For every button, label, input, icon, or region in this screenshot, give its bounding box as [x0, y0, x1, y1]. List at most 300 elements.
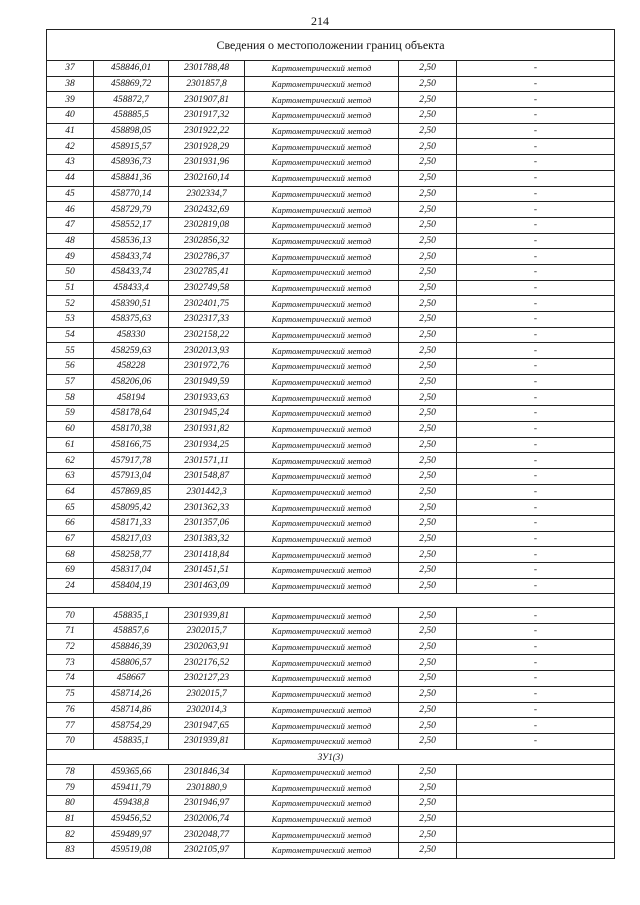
method-cell: Картометрический метод — [245, 312, 399, 328]
x-coordinate-cell: 458228 — [94, 359, 169, 375]
table-row — [47, 500, 615, 516]
accuracy-cell: 2,50 — [399, 186, 457, 202]
method-cell: Картометрический метод — [245, 217, 399, 233]
point-number-cell: 74 — [47, 671, 94, 687]
table-row — [47, 123, 615, 139]
table-row — [47, 390, 615, 406]
method-cell: Картометрический метод — [245, 563, 399, 579]
point-number-cell: 42 — [47, 139, 94, 155]
section-label-row — [47, 749, 615, 764]
note-cell: - — [457, 280, 615, 296]
x-coordinate-cell: 458846,39 — [94, 639, 169, 655]
point-number-cell: 44 — [47, 170, 94, 186]
note-cell: - — [457, 421, 615, 437]
table-row — [47, 61, 615, 77]
table-header-row — [47, 30, 615, 61]
point-number-cell: 73 — [47, 655, 94, 671]
accuracy-cell: 2,50 — [399, 843, 457, 859]
table-row — [47, 76, 615, 92]
accuracy-cell: 2,50 — [399, 76, 457, 92]
note-cell: - — [457, 170, 615, 186]
point-number-cell: 76 — [47, 702, 94, 718]
y-coordinate-cell: 2302160,14 — [169, 170, 245, 186]
y-coordinate-cell: 2301928,29 — [169, 139, 245, 155]
x-coordinate-cell: 458166,75 — [94, 437, 169, 453]
method-cell: Картометрический метод — [245, 280, 399, 296]
point-number-cell: 83 — [47, 843, 94, 859]
table-row — [47, 733, 615, 749]
x-coordinate-cell: 458835,1 — [94, 733, 169, 749]
table-row — [47, 671, 615, 687]
method-cell: Картометрический метод — [245, 437, 399, 453]
y-coordinate-cell: 2302127,23 — [169, 671, 245, 687]
x-coordinate-cell: 457913,04 — [94, 468, 169, 484]
point-number-cell: 60 — [47, 421, 94, 437]
y-coordinate-cell: 2302749,58 — [169, 280, 245, 296]
x-coordinate-cell: 458536,13 — [94, 233, 169, 249]
x-coordinate-cell: 459489,97 — [94, 827, 169, 843]
y-coordinate-cell: 2301880,9 — [169, 780, 245, 796]
method-cell: Картометрический метод — [245, 811, 399, 827]
y-coordinate-cell: 2302786,37 — [169, 249, 245, 265]
note-cell: - — [457, 515, 615, 531]
note-cell: - — [457, 76, 615, 92]
method-cell: Картометрический метод — [245, 515, 399, 531]
point-number-cell: 56 — [47, 359, 94, 375]
x-coordinate-cell: 458885,5 — [94, 108, 169, 124]
method-cell: Картометрический метод — [245, 202, 399, 218]
x-coordinate-cell: 458433,74 — [94, 264, 169, 280]
note-cell: - — [457, 296, 615, 312]
point-number-cell: 67 — [47, 531, 94, 547]
accuracy-cell: 2,50 — [399, 264, 457, 280]
point-number-cell: 65 — [47, 500, 94, 516]
x-coordinate-cell: 458390,51 — [94, 296, 169, 312]
y-coordinate-cell: 2301362,33 — [169, 500, 245, 516]
accuracy-cell: 2,50 — [399, 702, 457, 718]
accuracy-cell: 2,50 — [399, 312, 457, 328]
y-coordinate-cell: 2302013,93 — [169, 343, 245, 359]
x-coordinate-cell: 458217,03 — [94, 531, 169, 547]
accuracy-cell: 2,50 — [399, 359, 457, 375]
point-number-cell: 47 — [47, 217, 94, 233]
method-cell: Картометрический метод — [245, 327, 399, 343]
x-coordinate-cell: 458806,57 — [94, 655, 169, 671]
table-row — [47, 312, 615, 328]
y-coordinate-cell: 2301931,82 — [169, 421, 245, 437]
y-coordinate-cell: 2301946,97 — [169, 795, 245, 811]
accuracy-cell: 2,50 — [399, 437, 457, 453]
accuracy-cell: 2,50 — [399, 249, 457, 265]
accuracy-cell: 2,50 — [399, 484, 457, 500]
x-coordinate-cell: 459438,8 — [94, 795, 169, 811]
note-cell: - — [457, 108, 615, 124]
x-coordinate-cell: 458194 — [94, 390, 169, 406]
point-number-cell: 55 — [47, 343, 94, 359]
y-coordinate-cell: 2302105,97 — [169, 843, 245, 859]
note-cell — [457, 843, 615, 859]
point-number-cell: 70 — [47, 608, 94, 624]
point-number-cell: 75 — [47, 686, 94, 702]
x-coordinate-cell: 458754,29 — [94, 718, 169, 734]
note-cell: - — [457, 139, 615, 155]
y-coordinate-cell: 2301451,51 — [169, 563, 245, 579]
accuracy-cell: 2,50 — [399, 827, 457, 843]
accuracy-cell: 2,50 — [399, 421, 457, 437]
method-cell: Картометрический метод — [245, 686, 399, 702]
accuracy-cell: 2,50 — [399, 811, 457, 827]
x-coordinate-cell: 458317,04 — [94, 563, 169, 579]
method-cell: Картометрический метод — [245, 827, 399, 843]
x-coordinate-cell: 458552,17 — [94, 217, 169, 233]
y-coordinate-cell: 2302006,74 — [169, 811, 245, 827]
table-row — [47, 453, 615, 469]
note-cell: - — [457, 500, 615, 516]
y-coordinate-cell: 2301463,09 — [169, 578, 245, 594]
y-coordinate-cell: 2302432,69 — [169, 202, 245, 218]
x-coordinate-cell: 458178,64 — [94, 406, 169, 422]
table-row — [47, 249, 615, 265]
y-coordinate-cell: 2301945,24 — [169, 406, 245, 422]
table-row — [47, 484, 615, 500]
y-coordinate-cell: 2301788,48 — [169, 61, 245, 77]
note-cell: - — [457, 406, 615, 422]
y-coordinate-cell: 2302158,22 — [169, 327, 245, 343]
point-number-cell: 69 — [47, 563, 94, 579]
table-row — [47, 515, 615, 531]
y-coordinate-cell: 2302819,08 — [169, 217, 245, 233]
point-number-cell: 53 — [47, 312, 94, 328]
point-number-cell: 48 — [47, 233, 94, 249]
note-cell: - — [457, 702, 615, 718]
point-number-cell: 78 — [47, 764, 94, 780]
y-coordinate-cell: 2301383,32 — [169, 531, 245, 547]
section-label: ЗУ1(3) — [47, 749, 615, 764]
table-row — [47, 170, 615, 186]
y-coordinate-cell: 2302176,52 — [169, 655, 245, 671]
note-cell: - — [457, 202, 615, 218]
x-coordinate-cell: 458915,57 — [94, 139, 169, 155]
table-row — [47, 624, 615, 640]
note-cell: - — [457, 233, 615, 249]
x-coordinate-cell: 458433,4 — [94, 280, 169, 296]
table-row — [47, 280, 615, 296]
y-coordinate-cell: 2301357,06 — [169, 515, 245, 531]
y-coordinate-cell: 2301857,8 — [169, 76, 245, 92]
accuracy-cell: 2,50 — [399, 327, 457, 343]
x-coordinate-cell: 457917,78 — [94, 453, 169, 469]
point-number-cell: 62 — [47, 453, 94, 469]
point-number-cell: 80 — [47, 795, 94, 811]
note-cell: - — [457, 390, 615, 406]
method-cell: Картометрический метод — [245, 186, 399, 202]
method-cell: Картометрический метод — [245, 780, 399, 796]
table-row — [47, 108, 615, 124]
method-cell: Картометрический метод — [245, 733, 399, 749]
point-number-cell: 71 — [47, 624, 94, 640]
table-row — [47, 202, 615, 218]
accuracy-cell: 2,50 — [399, 217, 457, 233]
table-row — [47, 780, 615, 796]
accuracy-cell: 2,50 — [399, 624, 457, 640]
y-coordinate-cell: 2302785,41 — [169, 264, 245, 280]
table-row — [47, 437, 615, 453]
point-number-cell: 51 — [47, 280, 94, 296]
x-coordinate-cell: 458714,26 — [94, 686, 169, 702]
x-coordinate-cell: 458667 — [94, 671, 169, 687]
accuracy-cell: 2,50 — [399, 108, 457, 124]
note-cell: - — [457, 655, 615, 671]
table-row — [47, 421, 615, 437]
table-title: Сведения о местоположении границ объекта — [47, 30, 615, 61]
method-cell: Картометрический метод — [245, 500, 399, 516]
table-row — [47, 578, 615, 594]
x-coordinate-cell: 458936,73 — [94, 155, 169, 171]
method-cell: Картометрический метод — [245, 843, 399, 859]
method-cell: Картометрический метод — [245, 390, 399, 406]
accuracy-cell: 2,50 — [399, 515, 457, 531]
point-number-cell: 40 — [47, 108, 94, 124]
method-cell: Картометрический метод — [245, 374, 399, 390]
table-row — [47, 811, 615, 827]
x-coordinate-cell: 457869,85 — [94, 484, 169, 500]
y-coordinate-cell: 2301917,32 — [169, 108, 245, 124]
point-number-cell: 61 — [47, 437, 94, 453]
point-number-cell: 57 — [47, 374, 94, 390]
point-number-cell: 81 — [47, 811, 94, 827]
accuracy-cell: 2,50 — [399, 390, 457, 406]
accuracy-cell: 2,50 — [399, 202, 457, 218]
accuracy-cell: 2,50 — [399, 718, 457, 734]
accuracy-cell: 2,50 — [399, 733, 457, 749]
y-coordinate-cell: 2302063,91 — [169, 639, 245, 655]
y-coordinate-cell: 2301933,63 — [169, 390, 245, 406]
table-row — [47, 702, 615, 718]
boundary-coordinates-table — [46, 29, 615, 859]
table-row — [47, 406, 615, 422]
accuracy-cell: 2,50 — [399, 780, 457, 796]
accuracy-cell: 2,50 — [399, 468, 457, 484]
point-number-cell: 46 — [47, 202, 94, 218]
accuracy-cell: 2,50 — [399, 343, 457, 359]
method-cell: Картометрический метод — [245, 264, 399, 280]
y-coordinate-cell: 2302856,32 — [169, 233, 245, 249]
y-coordinate-cell: 2301939,81 — [169, 608, 245, 624]
x-coordinate-cell: 458095,42 — [94, 500, 169, 516]
point-number-cell: 77 — [47, 718, 94, 734]
y-coordinate-cell: 2301939,81 — [169, 733, 245, 749]
y-coordinate-cell: 2301442,3 — [169, 484, 245, 500]
method-cell: Картометрический метод — [245, 531, 399, 547]
accuracy-cell: 2,50 — [399, 155, 457, 171]
method-cell: Картометрический метод — [245, 108, 399, 124]
x-coordinate-cell: 458375,63 — [94, 312, 169, 328]
point-number-cell: 24 — [47, 578, 94, 594]
table-row — [47, 468, 615, 484]
accuracy-cell: 2,50 — [399, 453, 457, 469]
x-coordinate-cell: 458404,19 — [94, 578, 169, 594]
note-cell: - — [457, 531, 615, 547]
table-row — [47, 186, 615, 202]
method-cell: Картометрический метод — [245, 671, 399, 687]
method-cell: Картометрический метод — [245, 155, 399, 171]
accuracy-cell: 2,50 — [399, 578, 457, 594]
x-coordinate-cell: 458770,14 — [94, 186, 169, 202]
note-cell: - — [457, 123, 615, 139]
accuracy-cell: 2,50 — [399, 563, 457, 579]
method-cell: Картометрический метод — [245, 61, 399, 77]
blank-separator-row — [47, 594, 615, 608]
accuracy-cell: 2,50 — [399, 608, 457, 624]
y-coordinate-cell: 2301931,96 — [169, 155, 245, 171]
point-number-cell: 41 — [47, 123, 94, 139]
method-cell: Картометрический метод — [245, 795, 399, 811]
method-cell: Картометрический метод — [245, 624, 399, 640]
accuracy-cell: 2,50 — [399, 123, 457, 139]
accuracy-cell: 2,50 — [399, 139, 457, 155]
x-coordinate-cell: 458729,79 — [94, 202, 169, 218]
method-cell: Картометрический метод — [245, 655, 399, 671]
y-coordinate-cell: 2301947,65 — [169, 718, 245, 734]
point-number-cell: 64 — [47, 484, 94, 500]
y-coordinate-cell: 2301548,87 — [169, 468, 245, 484]
method-cell: Картометрический метод — [245, 359, 399, 375]
note-cell: - — [457, 639, 615, 655]
accuracy-cell: 2,50 — [399, 531, 457, 547]
table-row — [47, 639, 615, 655]
point-number-cell: 59 — [47, 406, 94, 422]
y-coordinate-cell: 2302048,77 — [169, 827, 245, 843]
note-cell: - — [457, 359, 615, 375]
table-row — [47, 92, 615, 108]
x-coordinate-cell: 458259,63 — [94, 343, 169, 359]
note-cell: - — [457, 624, 615, 640]
note-cell: - — [457, 217, 615, 233]
method-cell: Картометрический метод — [245, 123, 399, 139]
point-number-cell: 49 — [47, 249, 94, 265]
table-row — [47, 655, 615, 671]
x-coordinate-cell: 458714,86 — [94, 702, 169, 718]
point-number-cell: 63 — [47, 468, 94, 484]
page-number: 214 — [311, 14, 329, 28]
table-row — [47, 327, 615, 343]
method-cell: Картометрический метод — [245, 92, 399, 108]
x-coordinate-cell: 458872,7 — [94, 92, 169, 108]
point-number-cell: 37 — [47, 61, 94, 77]
note-cell — [457, 795, 615, 811]
x-coordinate-cell: 458433,74 — [94, 249, 169, 265]
table-row — [47, 843, 615, 859]
note-cell: - — [457, 264, 615, 280]
x-coordinate-cell: 458258,77 — [94, 547, 169, 563]
method-cell: Картометрический метод — [245, 639, 399, 655]
method-cell: Картометрический метод — [245, 406, 399, 422]
accuracy-cell: 2,50 — [399, 374, 457, 390]
table-row — [47, 155, 615, 171]
point-number-cell: 43 — [47, 155, 94, 171]
method-cell: Картометрический метод — [245, 453, 399, 469]
method-cell: Картометрический метод — [245, 718, 399, 734]
y-coordinate-cell: 2302401,75 — [169, 296, 245, 312]
note-cell: - — [457, 671, 615, 687]
point-number-cell: 52 — [47, 296, 94, 312]
method-cell: Картометрический метод — [245, 608, 399, 624]
note-cell: - — [457, 686, 615, 702]
note-cell: - — [457, 343, 615, 359]
note-cell: - — [457, 327, 615, 343]
x-coordinate-cell: 458171,33 — [94, 515, 169, 531]
point-number-cell: 70 — [47, 733, 94, 749]
note-cell: - — [457, 61, 615, 77]
table-row — [47, 686, 615, 702]
x-coordinate-cell: 458835,1 — [94, 608, 169, 624]
table-row — [47, 827, 615, 843]
accuracy-cell: 2,50 — [399, 61, 457, 77]
note-cell: - — [457, 718, 615, 734]
x-coordinate-cell: 458869,72 — [94, 76, 169, 92]
note-cell: - — [457, 249, 615, 265]
note-cell: - — [457, 186, 615, 202]
accuracy-cell: 2,50 — [399, 280, 457, 296]
note-cell: - — [457, 92, 615, 108]
accuracy-cell: 2,50 — [399, 671, 457, 687]
table-row — [47, 795, 615, 811]
y-coordinate-cell: 2302015,7 — [169, 686, 245, 702]
table-row — [47, 343, 615, 359]
note-cell: - — [457, 437, 615, 453]
accuracy-cell: 2,50 — [399, 296, 457, 312]
table-row — [47, 547, 615, 563]
note-cell: - — [457, 547, 615, 563]
y-coordinate-cell: 2301922,22 — [169, 123, 245, 139]
note-cell — [457, 827, 615, 843]
method-cell: Картометрический метод — [245, 139, 399, 155]
table-row — [47, 359, 615, 375]
method-cell: Картометрический метод — [245, 484, 399, 500]
x-coordinate-cell: 458330 — [94, 327, 169, 343]
table-row — [47, 608, 615, 624]
table-row — [47, 296, 615, 312]
point-number-cell: 54 — [47, 327, 94, 343]
table-row — [47, 563, 615, 579]
note-cell: - — [457, 155, 615, 171]
accuracy-cell: 2,50 — [399, 92, 457, 108]
note-cell: - — [457, 312, 615, 328]
note-cell: - — [457, 733, 615, 749]
point-number-cell: 58 — [47, 390, 94, 406]
y-coordinate-cell: 2302334,7 — [169, 186, 245, 202]
point-number-cell: 79 — [47, 780, 94, 796]
x-coordinate-cell: 459456,52 — [94, 811, 169, 827]
point-number-cell: 66 — [47, 515, 94, 531]
y-coordinate-cell: 2302014,3 — [169, 702, 245, 718]
point-number-cell: 50 — [47, 264, 94, 280]
x-coordinate-cell: 458841,36 — [94, 170, 169, 186]
method-cell: Картометрический метод — [245, 421, 399, 437]
method-cell: Картометрический метод — [245, 764, 399, 780]
method-cell: Картометрический метод — [245, 170, 399, 186]
note-cell: - — [457, 563, 615, 579]
point-number-cell: 39 — [47, 92, 94, 108]
note-cell — [457, 780, 615, 796]
table-row — [47, 139, 615, 155]
method-cell: Картометрический метод — [245, 578, 399, 594]
x-coordinate-cell: 459365,66 — [94, 764, 169, 780]
x-coordinate-cell: 458206,06 — [94, 374, 169, 390]
x-coordinate-cell: 458857,6 — [94, 624, 169, 640]
blank-cell — [47, 594, 615, 608]
table-row — [47, 718, 615, 734]
